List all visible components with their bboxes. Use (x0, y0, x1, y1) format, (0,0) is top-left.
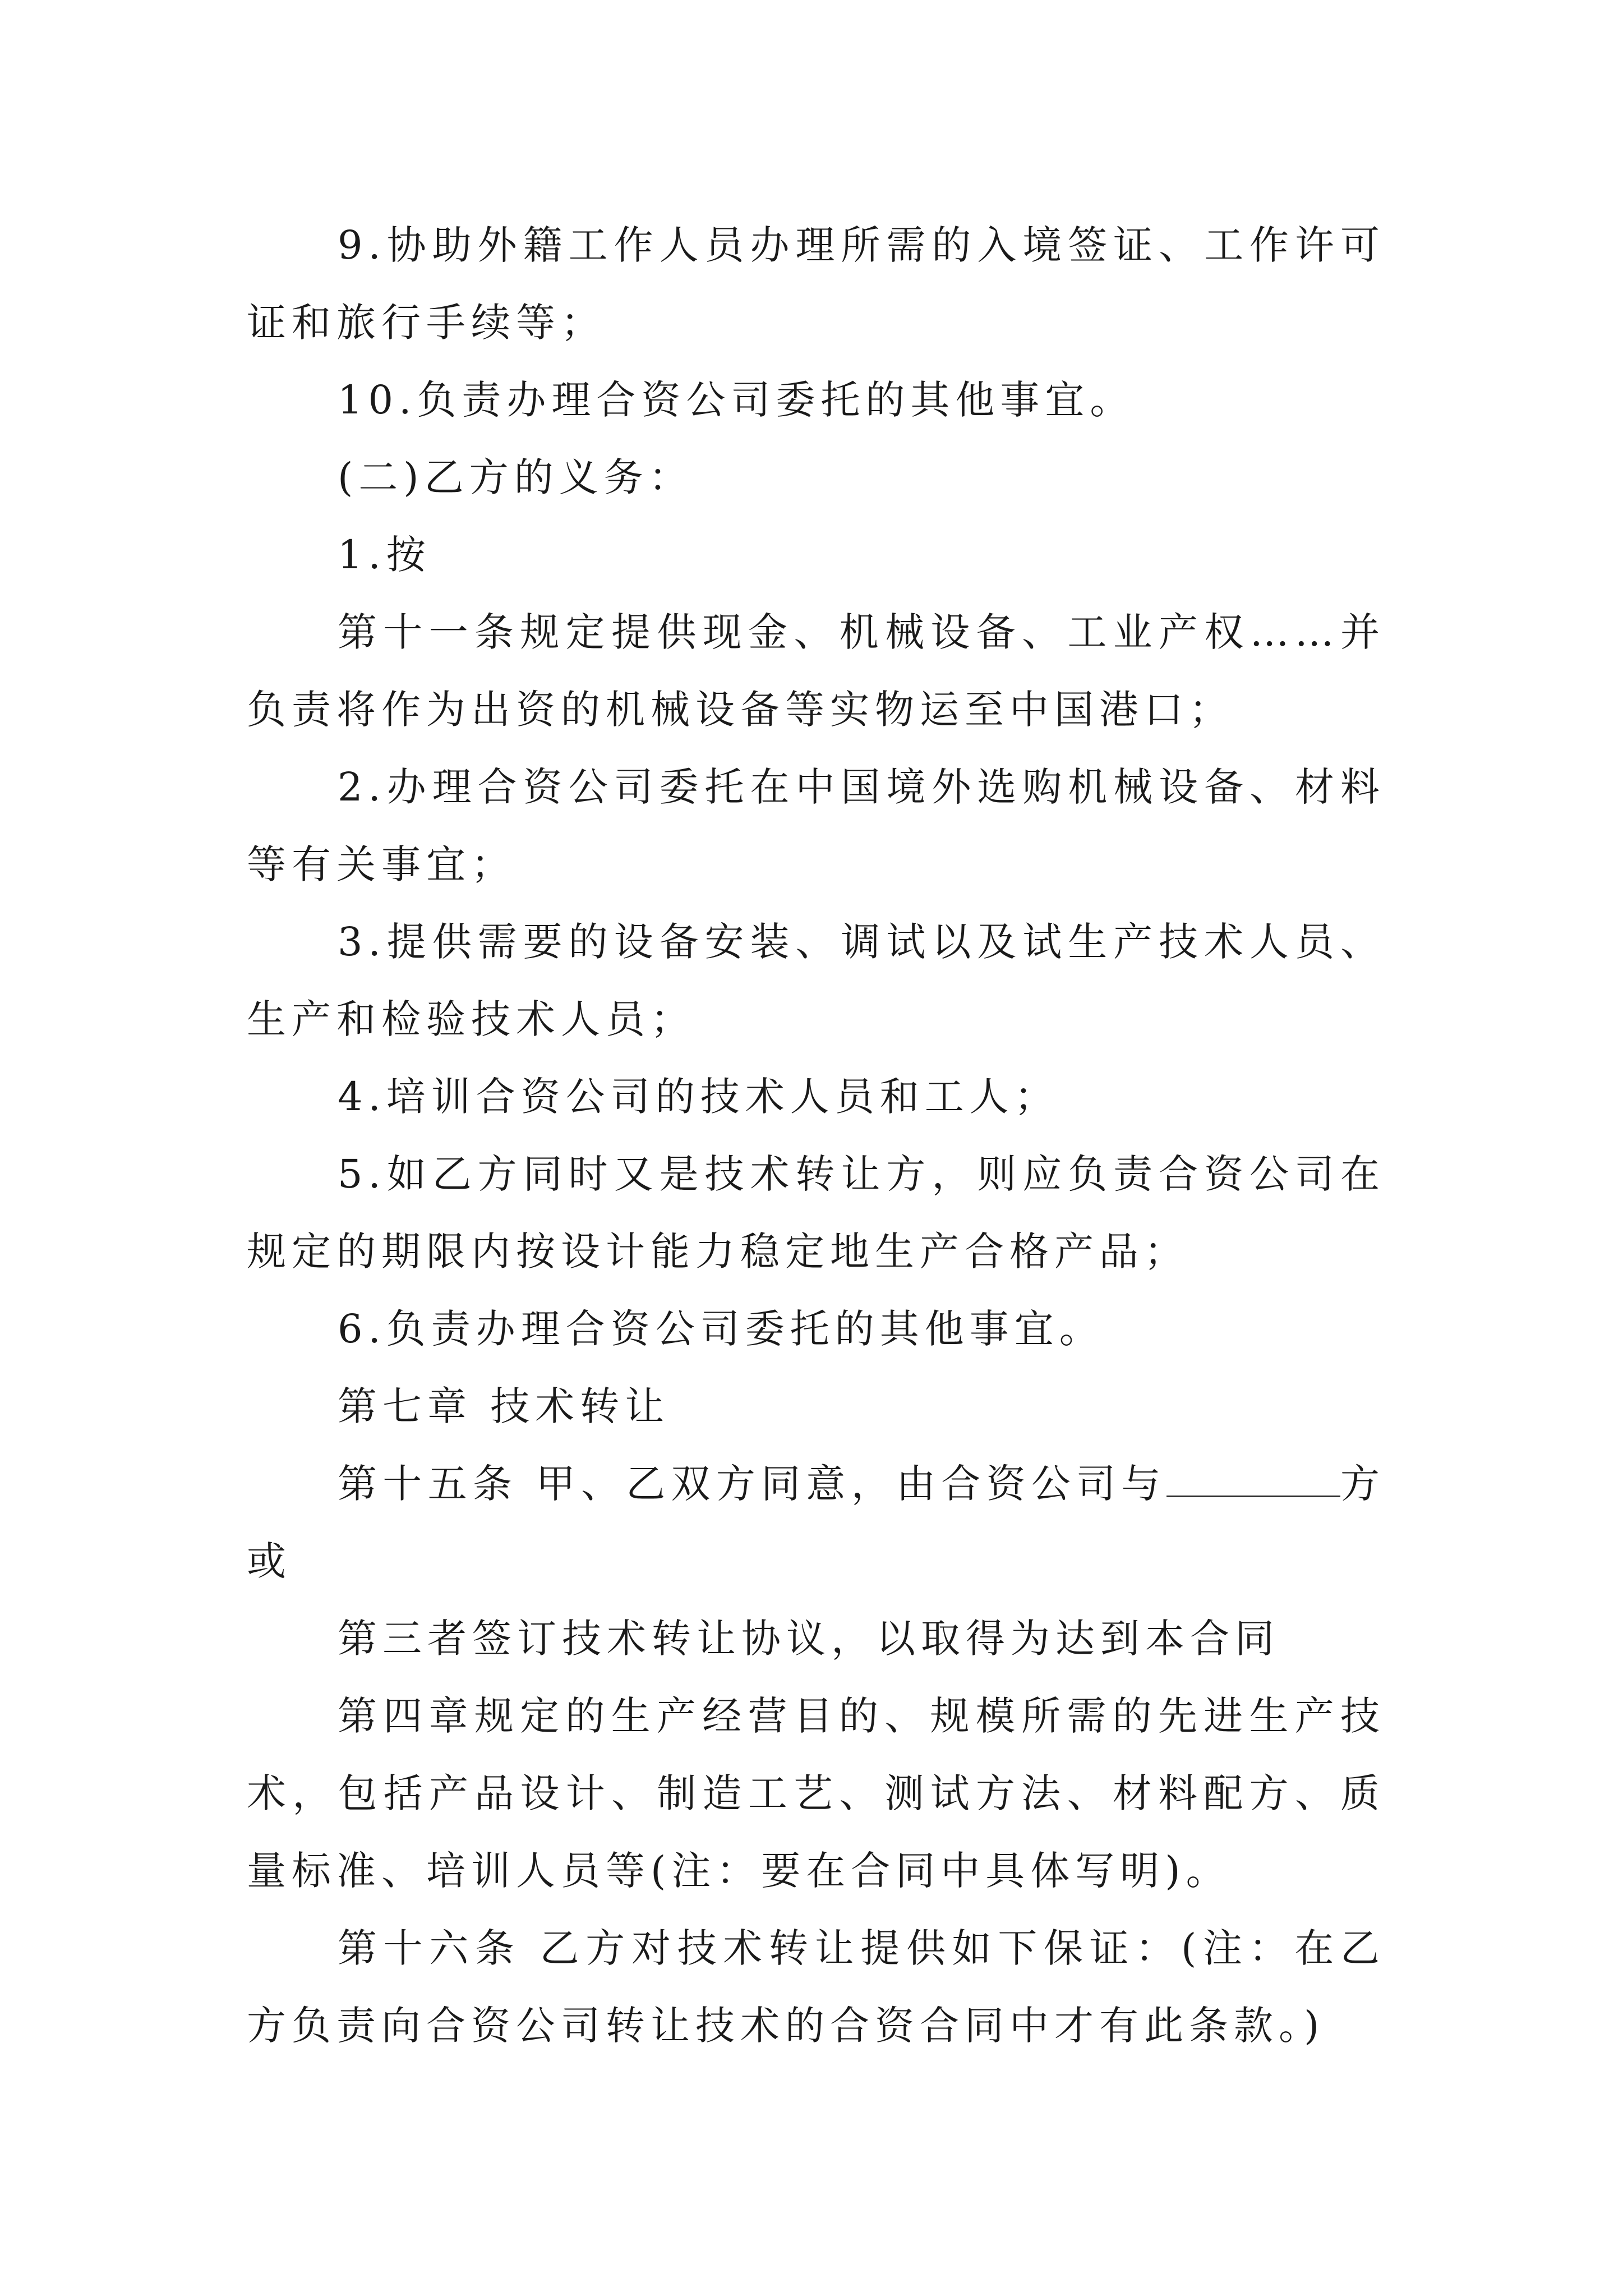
chapter-heading-7: 第七章 技术转让 (338, 1383, 670, 1429)
paragraph-party-b-6: 6.负责办理合资公司委托的其他事宜。 (338, 1306, 1104, 1352)
paragraph-party-b-5: 5.如乙方同时又是技术转让方，则应负责合资公司在规定的期限内按设计能力稳定地生产合格产品； (247, 1151, 1385, 1274)
fill-in-blank (1166, 1447, 1340, 1497)
paragraph-third-party: 第三者签订技术转让协议，以取得为达到本合同 (338, 1616, 1280, 1662)
paragraph-party-b-4: 4.培训合资公司的技术人员和工人； (338, 1074, 1059, 1120)
article-15-text-before: 第十五条 甲、乙双方同意，由合资公司与 (338, 1461, 1166, 1507)
paragraph-obligation-10: 10.负责办理合资公司委托的其他事宜。 (338, 377, 1135, 423)
paragraph-chapter-4-reference: 第四章规定的生产经营目的、规模所需的先进生产技术，包括产品设计、制造工艺、测试方法、材料配方、质量标准、培训人员等(注：要在合同中具体写明)。 (247, 1693, 1385, 1894)
paragraph-party-b-2: 2.办理合资公司委托在中国境外选购机械设备、材料等有关事宜； (247, 764, 1385, 887)
paragraph-article-15 (247, 1445, 1385, 1600)
paragraph-party-b-1: 第十一条规定提供现金、机械设备、工业产权……并负责将作为出资的机械设备等实物运至中国港口； (247, 609, 1385, 733)
paragraph-party-b-3: 3.提供需要的设备安装、调试以及试生产技术人员、生产和检验技术人员； (247, 919, 1385, 1042)
paragraph-article-16: 第十六条 乙方对技术转让提供如下保证：(注：在乙方负责向合资公司转让技术的合资合同中才有此条款。) (247, 1925, 1385, 2049)
article-15-text-after: 方或 (247, 1461, 1386, 1584)
paragraph-obligation-9: 9.协助外籍工作人员办理所需的入境签证、工作许可证和旅行手续等； (247, 222, 1385, 346)
document-body (247, 206, 1385, 2064)
paragraph-party-b-1-start: 1.按 (338, 532, 431, 578)
section-heading-party-b: (二)乙方的义务： (338, 454, 694, 500)
